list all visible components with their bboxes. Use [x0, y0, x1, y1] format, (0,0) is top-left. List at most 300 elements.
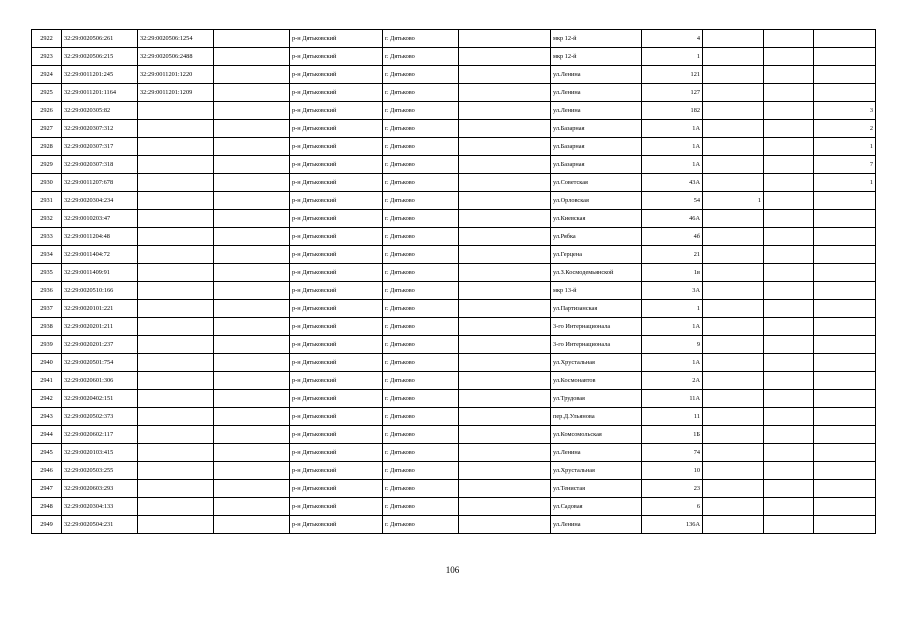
street: ул.Комсомольская — [551, 426, 642, 444]
table-body — [32, 30, 876, 534]
house-number: 4 — [642, 30, 703, 48]
count-cell — [814, 282, 876, 300]
parent-cadastral-number — [138, 138, 214, 156]
street: ул.Базарная — [551, 138, 642, 156]
empty-cell — [459, 264, 551, 282]
empty-cell — [459, 408, 551, 426]
registry-table — [31, 29, 876, 534]
street: ул.Садовая — [551, 498, 642, 516]
empty-cell — [214, 354, 290, 372]
count-cell — [703, 300, 764, 318]
table-row — [32, 426, 876, 444]
empty-cell — [214, 516, 290, 534]
city: г. Дятьково — [383, 246, 459, 264]
row-number: 2941 — [32, 372, 62, 390]
house-number: 43А — [642, 174, 703, 192]
empty-cell — [214, 210, 290, 228]
street: ул.Партизанская — [551, 300, 642, 318]
city: г. Дятьково — [383, 390, 459, 408]
house-number: 11 — [642, 408, 703, 426]
table-row — [32, 516, 876, 534]
district: р-н Дятьковский — [290, 228, 383, 246]
parent-cadastral-number — [138, 300, 214, 318]
table-row — [32, 102, 876, 120]
empty-cell — [459, 336, 551, 354]
street: мкр 12-й — [551, 30, 642, 48]
empty-cell — [214, 282, 290, 300]
empty-cell — [214, 408, 290, 426]
table-row — [32, 300, 876, 318]
street: ул.Герцена — [551, 246, 642, 264]
row-number: 2944 — [32, 426, 62, 444]
parent-cadastral-number — [138, 444, 214, 462]
empty-cell — [214, 156, 290, 174]
empty-cell — [764, 156, 814, 174]
district: р-н Дятьковский — [290, 516, 383, 534]
empty-cell — [459, 354, 551, 372]
empty-cell — [764, 318, 814, 336]
district: р-н Дятьковский — [290, 444, 383, 462]
parent-cadastral-number — [138, 318, 214, 336]
street: ул.Космонавтов — [551, 372, 642, 390]
empty-cell — [764, 174, 814, 192]
empty-cell — [764, 498, 814, 516]
count-cell — [703, 228, 764, 246]
city: г. Дятьково — [383, 66, 459, 84]
cadastral-number: 32:29:0020506:261 — [62, 30, 138, 48]
empty-cell — [459, 246, 551, 264]
cadastral-number: 32:29:0020603:293 — [62, 480, 138, 498]
count-cell — [814, 48, 876, 66]
district: р-н Дятьковский — [290, 480, 383, 498]
count-cell — [703, 210, 764, 228]
street: ул.Ленина — [551, 102, 642, 120]
parent-cadastral-number — [138, 156, 214, 174]
empty-cell — [459, 120, 551, 138]
page-number: 106 — [445, 565, 460, 575]
house-number: 21 — [642, 246, 703, 264]
parent-cadastral-number — [138, 516, 214, 534]
parent-cadastral-number — [138, 336, 214, 354]
count-cell — [703, 372, 764, 390]
cadastral-number: 32:29:0020201:211 — [62, 318, 138, 336]
count-cell — [814, 210, 876, 228]
district: р-н Дятьковский — [290, 264, 383, 282]
cadastral-number: 32:29:0011204:48 — [62, 228, 138, 246]
empty-cell — [459, 66, 551, 84]
city: г. Дятьково — [383, 462, 459, 480]
cadastral-number: 32:29:0020307:318 — [62, 156, 138, 174]
row-number: 2936 — [32, 282, 62, 300]
house-number: 136А — [642, 516, 703, 534]
empty-cell — [214, 174, 290, 192]
empty-cell — [459, 498, 551, 516]
count-cell — [814, 318, 876, 336]
district: р-н Дятьковский — [290, 120, 383, 138]
cadastral-number: 32:29:0020602:117 — [62, 426, 138, 444]
count-cell — [703, 102, 764, 120]
cadastral-number: 32:29:0020502:373 — [62, 408, 138, 426]
table-row — [32, 318, 876, 336]
count-cell — [703, 84, 764, 102]
district: р-н Дятьковский — [290, 354, 383, 372]
city: г. Дятьково — [383, 138, 459, 156]
house-number: 1А — [642, 120, 703, 138]
count-cell — [703, 516, 764, 534]
empty-cell — [214, 372, 290, 390]
empty-cell — [764, 390, 814, 408]
count-cell: 1 — [814, 138, 876, 156]
row-number: 2942 — [32, 390, 62, 408]
parent-cadastral-number — [138, 192, 214, 210]
cadastral-number: 32:29:0020201:237 — [62, 336, 138, 354]
city: г. Дятьково — [383, 444, 459, 462]
count-cell — [814, 228, 876, 246]
count-cell — [703, 426, 764, 444]
table-row — [32, 264, 876, 282]
row-number: 2929 — [32, 156, 62, 174]
district: р-н Дятьковский — [290, 192, 383, 210]
count-cell — [814, 300, 876, 318]
empty-cell — [459, 102, 551, 120]
house-number: 11А — [642, 390, 703, 408]
house-number: 9 — [642, 336, 703, 354]
cadastral-number: 32:29:0020103:415 — [62, 444, 138, 462]
empty-cell — [214, 102, 290, 120]
table-row — [32, 48, 876, 66]
empty-cell — [459, 462, 551, 480]
count-cell — [814, 390, 876, 408]
row-number: 2943 — [32, 408, 62, 426]
house-number: 23 — [642, 480, 703, 498]
count-cell — [703, 138, 764, 156]
empty-cell — [764, 102, 814, 120]
empty-cell — [214, 228, 290, 246]
table-row — [32, 354, 876, 372]
parent-cadastral-number — [138, 480, 214, 498]
empty-cell — [764, 228, 814, 246]
count-cell: 1 — [814, 174, 876, 192]
count-cell — [703, 498, 764, 516]
cadastral-number: 32:29:0011409:91 — [62, 264, 138, 282]
parent-cadastral-number — [138, 498, 214, 516]
count-cell — [814, 84, 876, 102]
row-number: 2935 — [32, 264, 62, 282]
cadastral-number: 32:29:0020503:255 — [62, 462, 138, 480]
city: г. Дятьково — [383, 192, 459, 210]
empty-cell — [214, 84, 290, 102]
city: г. Дятьково — [383, 480, 459, 498]
cadastral-number: 32:29:0020506:215 — [62, 48, 138, 66]
empty-cell — [764, 516, 814, 534]
row-number: 2945 — [32, 444, 62, 462]
parent-cadastral-number — [138, 264, 214, 282]
city: г. Дятьково — [383, 174, 459, 192]
row-number: 2949 — [32, 516, 62, 534]
count-cell — [814, 372, 876, 390]
parent-cadastral-number — [138, 102, 214, 120]
city: г. Дятьково — [383, 210, 459, 228]
count-cell — [703, 156, 764, 174]
empty-cell — [459, 210, 551, 228]
count-cell — [814, 480, 876, 498]
parent-cadastral-number — [138, 228, 214, 246]
empty-cell — [214, 300, 290, 318]
city: г. Дятьково — [383, 282, 459, 300]
empty-cell — [214, 426, 290, 444]
empty-cell — [764, 282, 814, 300]
district: р-н Дятьковский — [290, 156, 383, 174]
city: г. Дятьково — [383, 120, 459, 138]
count-cell — [814, 462, 876, 480]
house-number: 127 — [642, 84, 703, 102]
street: ул.Ленина — [551, 66, 642, 84]
empty-cell — [214, 192, 290, 210]
district: р-н Дятьковский — [290, 210, 383, 228]
cadastral-number: 32:29:0020402:151 — [62, 390, 138, 408]
empty-cell — [459, 390, 551, 408]
empty-cell — [214, 30, 290, 48]
count-cell — [703, 354, 764, 372]
district: р-н Дятьковский — [290, 138, 383, 156]
table-row — [32, 372, 876, 390]
city: г. Дятьково — [383, 516, 459, 534]
count-cell — [703, 444, 764, 462]
parent-cadastral-number — [138, 120, 214, 138]
cadastral-number: 32:29:0020510:166 — [62, 282, 138, 300]
cadastral-number: 32:29:0011201:1164 — [62, 84, 138, 102]
empty-cell — [214, 264, 290, 282]
table-row — [32, 228, 876, 246]
empty-cell — [214, 462, 290, 480]
empty-cell — [764, 48, 814, 66]
district: р-н Дятьковский — [290, 174, 383, 192]
parent-cadastral-number — [138, 246, 214, 264]
empty-cell — [764, 480, 814, 498]
house-number: 182 — [642, 102, 703, 120]
empty-cell — [764, 462, 814, 480]
street: ул.Трудовая — [551, 390, 642, 408]
cadastral-number: 32:29:0020501:754 — [62, 354, 138, 372]
district: р-н Дятьковский — [290, 426, 383, 444]
street: мкр 13-й — [551, 282, 642, 300]
count-cell — [703, 48, 764, 66]
count-cell: 3 — [814, 102, 876, 120]
house-number: 2А — [642, 372, 703, 390]
house-number: 1Б — [642, 426, 703, 444]
city: г. Дятьково — [383, 498, 459, 516]
cadastral-number: 32:29:0020307:312 — [62, 120, 138, 138]
count-cell — [814, 66, 876, 84]
parent-cadastral-number — [138, 210, 214, 228]
district: р-н Дятьковский — [290, 48, 383, 66]
count-cell — [814, 30, 876, 48]
empty-cell — [764, 84, 814, 102]
empty-cell — [459, 372, 551, 390]
street: ул.Орловская — [551, 192, 642, 210]
table-row — [32, 480, 876, 498]
city: г. Дятьково — [383, 300, 459, 318]
row-number: 2934 — [32, 246, 62, 264]
city: г. Дятьково — [383, 372, 459, 390]
count-cell — [703, 480, 764, 498]
parent-cadastral-number: 32:29:0020506:2488 — [138, 48, 214, 66]
empty-cell — [214, 138, 290, 156]
count-cell — [814, 516, 876, 534]
district: р-н Дятьковский — [290, 102, 383, 120]
count-cell — [814, 426, 876, 444]
parent-cadastral-number — [138, 390, 214, 408]
count-cell — [814, 246, 876, 264]
count-cell — [814, 408, 876, 426]
street: ул.Ленина — [551, 516, 642, 534]
parent-cadastral-number: 32:29:0020506:1254 — [138, 30, 214, 48]
row-number: 2930 — [32, 174, 62, 192]
cadastral-number: 32:29:0020307:317 — [62, 138, 138, 156]
empty-cell — [214, 480, 290, 498]
table-row — [32, 282, 876, 300]
house-number: 54 — [642, 192, 703, 210]
house-number: 1А — [642, 318, 703, 336]
table-row — [32, 30, 876, 48]
district: р-н Дятьковский — [290, 282, 383, 300]
empty-cell — [764, 138, 814, 156]
empty-cell — [459, 318, 551, 336]
table-row — [32, 444, 876, 462]
empty-cell — [459, 156, 551, 174]
parent-cadastral-number — [138, 174, 214, 192]
count-cell — [703, 174, 764, 192]
cadastral-number: 32:29:0011201:245 — [62, 66, 138, 84]
street: мкр 12-й — [551, 48, 642, 66]
house-number: 10 — [642, 462, 703, 480]
district: р-н Дятьковский — [290, 84, 383, 102]
empty-cell — [764, 444, 814, 462]
house-number: 1 — [642, 48, 703, 66]
house-number: 1А — [642, 156, 703, 174]
empty-cell — [459, 174, 551, 192]
row-number: 2922 — [32, 30, 62, 48]
street: ул.Базарная — [551, 120, 642, 138]
table-row — [32, 390, 876, 408]
city: г. Дятьково — [383, 84, 459, 102]
house-number: 3А — [642, 282, 703, 300]
count-cell: 7 — [814, 156, 876, 174]
district: р-н Дятьковский — [290, 390, 383, 408]
street: ул.Базарная — [551, 156, 642, 174]
row-number: 2927 — [32, 120, 62, 138]
house-number: 74 — [642, 444, 703, 462]
house-number: 46А — [642, 210, 703, 228]
count-cell — [814, 336, 876, 354]
city: г. Дятьково — [383, 336, 459, 354]
empty-cell — [764, 264, 814, 282]
parent-cadastral-number — [138, 462, 214, 480]
empty-cell — [214, 120, 290, 138]
empty-cell — [764, 426, 814, 444]
district: р-н Дятьковский — [290, 30, 383, 48]
empty-cell — [459, 300, 551, 318]
count-cell — [703, 408, 764, 426]
parent-cadastral-number — [138, 408, 214, 426]
street: 3-го Интернационала — [551, 318, 642, 336]
city: г. Дятьково — [383, 354, 459, 372]
street: пер.Д.Ульянова — [551, 408, 642, 426]
empty-cell — [764, 372, 814, 390]
table-row — [32, 66, 876, 84]
empty-cell — [214, 48, 290, 66]
row-number: 2926 — [32, 102, 62, 120]
district: р-н Дятьковский — [290, 300, 383, 318]
table-row — [32, 462, 876, 480]
district: р-н Дятьковский — [290, 336, 383, 354]
house-number: 1А — [642, 354, 703, 372]
empty-cell — [214, 246, 290, 264]
count-cell — [703, 264, 764, 282]
table-row — [32, 138, 876, 156]
district: р-н Дятьковский — [290, 408, 383, 426]
row-number: 2939 — [32, 336, 62, 354]
empty-cell — [214, 318, 290, 336]
street: ул.Ленина — [551, 84, 642, 102]
count-cell — [703, 30, 764, 48]
parent-cadastral-number — [138, 354, 214, 372]
empty-cell — [459, 426, 551, 444]
district: р-н Дятьковский — [290, 66, 383, 84]
cadastral-number: 32:29:0020504:231 — [62, 516, 138, 534]
city: г. Дятьково — [383, 48, 459, 66]
empty-cell — [214, 66, 290, 84]
table-row — [32, 408, 876, 426]
street: ул.Советская — [551, 174, 642, 192]
house-number: 1 — [642, 300, 703, 318]
count-cell — [703, 120, 764, 138]
parent-cadastral-number — [138, 372, 214, 390]
empty-cell — [459, 192, 551, 210]
empty-cell — [214, 390, 290, 408]
table-row — [32, 498, 876, 516]
row-number: 2940 — [32, 354, 62, 372]
district: р-н Дятьковский — [290, 462, 383, 480]
row-number: 2931 — [32, 192, 62, 210]
street: 3-го Интернационала — [551, 336, 642, 354]
city: г. Дятьково — [383, 408, 459, 426]
count-cell — [703, 318, 764, 336]
district: р-н Дятьковский — [290, 246, 383, 264]
empty-cell — [764, 210, 814, 228]
empty-cell — [764, 192, 814, 210]
empty-cell — [764, 246, 814, 264]
table-row — [32, 174, 876, 192]
empty-cell — [764, 66, 814, 84]
row-number: 2925 — [32, 84, 62, 102]
street: ул.Киевская — [551, 210, 642, 228]
parent-cadastral-number: 32:29:0011201:1209 — [138, 84, 214, 102]
empty-cell — [764, 300, 814, 318]
city: г. Дятьково — [383, 318, 459, 336]
district: р-н Дятьковский — [290, 498, 383, 516]
cadastral-number: 32:29:0020304:234 — [62, 192, 138, 210]
parent-cadastral-number — [138, 282, 214, 300]
count-cell — [814, 354, 876, 372]
row-number: 2948 — [32, 498, 62, 516]
table-row — [32, 246, 876, 264]
empty-cell — [764, 120, 814, 138]
street: ул.Хрустальная — [551, 354, 642, 372]
city: г. Дятьково — [383, 30, 459, 48]
count-cell — [814, 192, 876, 210]
city: г. Дятьково — [383, 228, 459, 246]
